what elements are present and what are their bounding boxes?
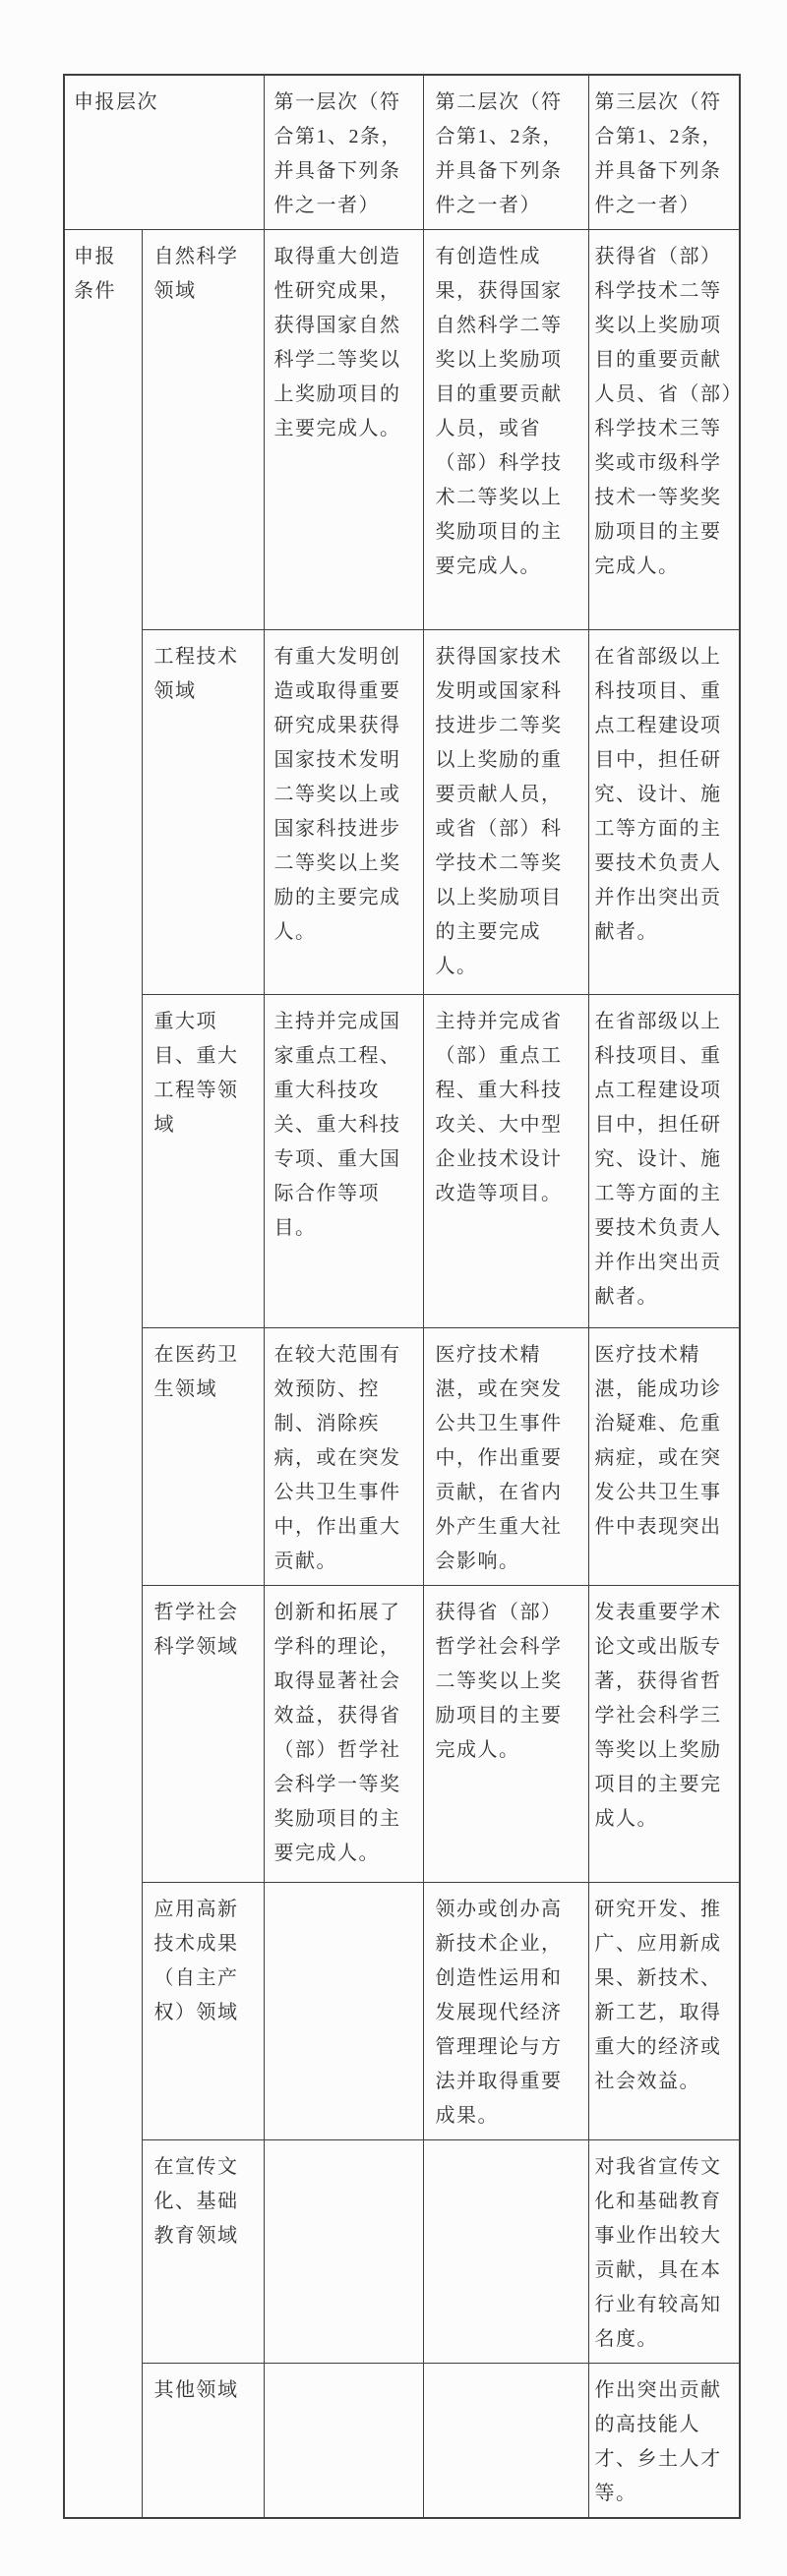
level2-condition-cell: 领办或创办高新技术企业，创造性运用和发展现代经济管理理论与方法并取得重要成果。 — [423, 1883, 588, 2140]
level2-condition-cell — [423, 2364, 588, 2519]
level3-condition-cell: 研究开发、推广、应用新成果、新技术、新工艺，取得重大的经济或社会效益。 — [588, 1883, 740, 2140]
level3-condition-cell: 发表重要学术论文或出版专著，获得省哲学社会科学三等奖以上奖励项目的主要完成人。 — [588, 1586, 740, 1883]
level3-condition-cell: 对我省宣传文化和基础教育事业作出较大贡献，具在本行业有较高知名度。 — [588, 2140, 740, 2364]
table-row — [64, 230, 740, 630]
condition-header-cell: 申报条件 — [64, 230, 142, 2519]
table-row — [64, 75, 740, 230]
level1-condition-cell: 有重大发明创造或取得重要研究成果获得国家技术发明二等奖以上或国家科技进步二等奖以上奖励的主要完成人。 — [264, 630, 423, 995]
field-label: 在医药卫生领域 — [142, 1328, 264, 1586]
field-label: 哲学社会科学领域 — [142, 1586, 264, 1883]
table-row — [64, 1586, 740, 1883]
level2-condition-cell — [423, 2140, 588, 2364]
header-level-2: 第二层次（符合第1、2条，并具备下列条件之一者） — [423, 75, 588, 230]
level2-condition-cell: 主持并完成省（部）重点工程、重大科技攻关、大中型企业技术设计改造等项目。 — [423, 995, 588, 1328]
corner-header-cell: 申报层次 — [64, 75, 264, 230]
level1-condition-cell: 取得重大创造性研究成果，获得国家自然科学二等奖以上奖励项目的主要完成人。 — [264, 230, 423, 630]
header-level-3: 第三层次（符合第1、2条，并具备下列条件之一者） — [588, 75, 740, 230]
table-row — [64, 1328, 740, 1586]
level1-condition-cell — [264, 1883, 423, 2140]
level2-condition-cell: 获得省（部）哲学社会科学二等奖以上奖励项目的主要完成人。 — [423, 1586, 588, 1883]
level1-condition-cell: 主持并完成国家重点工程、重大科技攻关、重大科技专项、重大国际合作等项目。 — [264, 995, 423, 1328]
level2-condition-cell: 有创造性成果，获得国家自然科学二等奖以上奖励项目的重要贡献人员，或省（部）科学技术二等奖以上奖励项目的主要完成人。 — [423, 230, 588, 630]
field-label: 重大项目、重大工程等领域 — [142, 995, 264, 1328]
table-row — [64, 1883, 740, 2140]
level1-condition-cell — [264, 2140, 423, 2364]
header-level-1: 第一层次（符合第1、2条，并具备下列条件之一者） — [264, 75, 423, 230]
table-row — [64, 995, 740, 1328]
level1-condition-cell — [264, 2364, 423, 2519]
field-label: 其他领域 — [142, 2364, 264, 2519]
level2-condition-cell: 获得国家技术发明或国家科技进步二等奖以上奖励的重要贡献人员，或省（部）科学技术二等奖以上奖励项目的主要完成人。 — [423, 630, 588, 995]
level3-condition-cell: 在省部级以上科技项目、重点工程建设项目中，担任研究、设计、施工等方面的主要技术负责人并作出突出贡献者。 — [588, 630, 740, 995]
field-label: 在宣传文化、基础教育领域 — [142, 2140, 264, 2364]
table-row — [64, 2140, 740, 2364]
application-levels-table — [63, 74, 741, 2519]
field-label: 应用高新技术成果（自主产权）领域 — [142, 1883, 264, 2140]
table-row — [64, 630, 740, 995]
level3-condition-cell: 在省部级以上科技项目、重点工程建设项目中，担任研究、设计、施工等方面的主要技术负责人并作出突出贡献者。 — [588, 995, 740, 1328]
level3-condition-cell: 医疗技术精湛，能成功诊治疑难、危重病症，或在突发公共卫生事件中表现突出 — [588, 1328, 740, 1586]
table-row — [64, 2364, 740, 2519]
level1-condition-cell: 创新和拓展了学科的理论，取得显著社会效益，获得省（部）哲学社会科学一等奖奖励项目的主要完成人。 — [264, 1586, 423, 1883]
field-label: 自然科学领域 — [142, 230, 264, 630]
level1-condition-cell: 在较大范围有效预防、控制、消除疾病，或在突发公共卫生事件中，作出重大贡献。 — [264, 1328, 423, 1586]
level3-condition-cell: 作出突出贡献的高技能人才、乡土人才等。 — [588, 2364, 740, 2519]
field-label: 工程技术领域 — [142, 630, 264, 995]
level2-condition-cell: 医疗技术精湛，或在突发公共卫生事件中，作出重要贡献，在省内外产生重大社会影响。 — [423, 1328, 588, 1586]
level3-condition-cell: 获得省（部）科学技术二等奖以上奖励项目的重要贡献人员、省（部）科学技术三等奖或市级科学技术一等奖奖励项目的主要完成人。 — [588, 230, 740, 630]
